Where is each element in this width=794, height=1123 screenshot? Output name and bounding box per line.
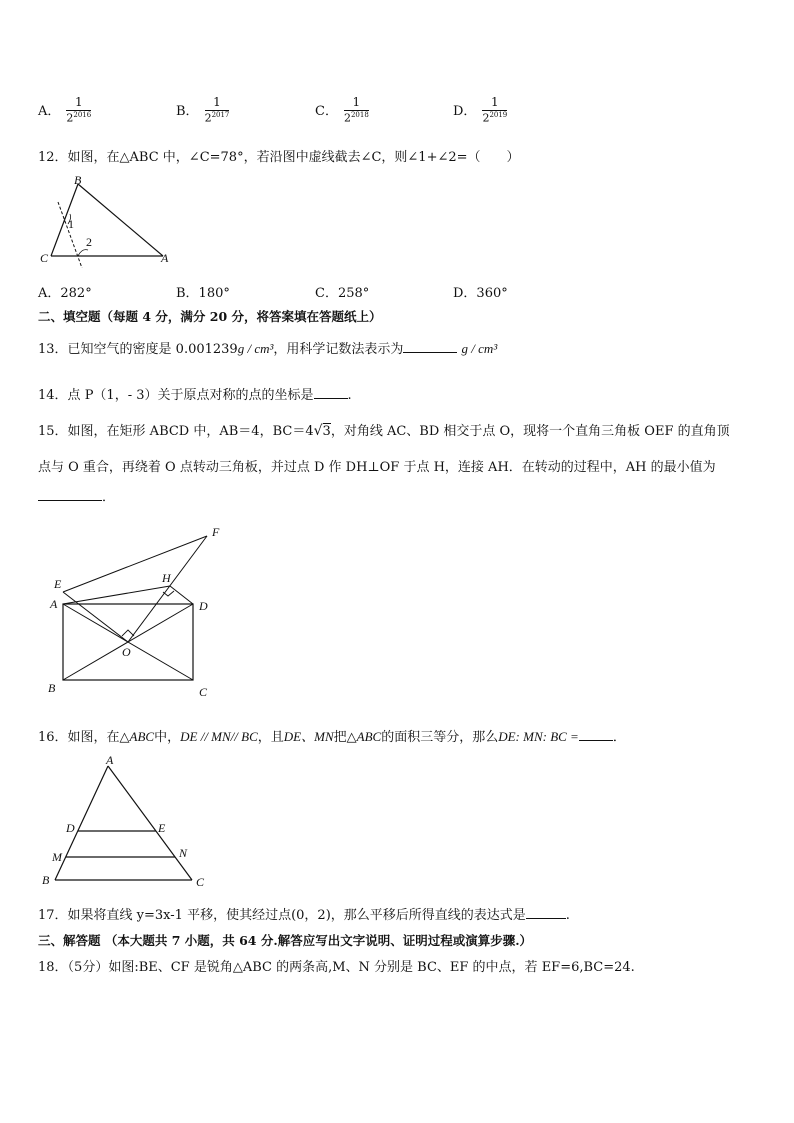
exponent: 2019: [489, 111, 508, 119]
right-angle-o: [122, 630, 134, 636]
q15-line-2: 点与 O 重合，再绕着 O 点转动三角板，并过点 D 作 DH⊥OF 于点 H，连接 AH．在转动的过程中，AH 的最小值为: [38, 460, 716, 475]
answer-blank: [38, 500, 102, 501]
label-a: A: [106, 754, 114, 767]
fraction: [482, 96, 507, 124]
section-2-heading: 二、填空题（每题 4 分，满分 20 分，将答案填在答题纸上）: [38, 309, 382, 324]
option-letter: A．: [38, 104, 61, 120]
q14-stem: 14．点 P（1，- 3）关于原点对称的点的坐标是 .: [38, 388, 352, 403]
fraction: [205, 96, 230, 124]
answer-blank: [526, 918, 566, 919]
denominator: $2^{2019}$: [482, 111, 508, 125]
label-1: 1: [68, 217, 74, 231]
density-unit: g / cm³: [237, 341, 274, 356]
q15-line-1: 15．如图，在矩形 ABCD 中，AB＝4，BC＝4√3，对角线 AC、BD 相交于点 O，现将一个直角三角板 OEF 的直角顶: [38, 423, 730, 439]
answer-blank: [403, 352, 457, 353]
fraction: [344, 96, 369, 124]
label-d: D: [199, 599, 208, 613]
cut-dashed-line: [58, 202, 82, 268]
label-h: H: [162, 571, 171, 585]
label-m: M: [52, 850, 62, 864]
numerator: 1: [74, 95, 83, 109]
label-d: D: [66, 821, 75, 835]
q12-option-b: B．180°: [176, 286, 230, 301]
option-letter: C．: [315, 104, 338, 120]
q12-option-c: C．258°: [315, 286, 370, 301]
q11-option-c: [315, 96, 369, 124]
segment-dh: [170, 586, 193, 604]
label-e: E: [158, 821, 166, 835]
segment-of: [128, 536, 207, 642]
q15-line-3: ．: [38, 486, 115, 505]
numerator: 1: [491, 95, 499, 109]
option-letter: D．: [453, 104, 477, 120]
q12-option-a: A．282°: [38, 286, 92, 301]
label-o: O: [122, 645, 131, 659]
sqrt-expression: 4√3: [305, 423, 331, 439]
q11-option-a: [38, 96, 91, 124]
label-c: C: [40, 251, 49, 265]
label-a: A: [161, 251, 169, 265]
side-ac: [108, 766, 192, 880]
numerator: 1: [352, 95, 361, 109]
q16-triangle-figure: [36, 754, 212, 890]
q12-option-d: D．360°: [453, 286, 508, 301]
q16-stem: 16．如图，在△ABC中，DE // MN// BC，且DE、MN把△ABC的面积三等分，那么DE: MN: BC = ．: [38, 729, 626, 745]
right-angle-h: [163, 591, 174, 596]
ratio-expression: DE: MN: BC =: [498, 729, 579, 744]
segment-oe: [63, 592, 128, 642]
exponent: 2018: [350, 111, 369, 119]
q12-stem: 12．如图，在△ABC 中，∠C=78°，若沿图中虚线截去∠C，则∠1+∠2=（ ）: [38, 150, 520, 165]
label-c: C: [199, 685, 208, 699]
answer-unit: g / cm³: [461, 341, 498, 356]
option-letter: B．: [176, 104, 199, 120]
q11-option-d: [453, 96, 507, 124]
fraction: [66, 96, 91, 124]
label-a: A: [50, 597, 58, 611]
denominator: $2^{2016}$: [66, 111, 92, 125]
q13-stem: 13．已知空气的密度是 0.001239g / cm³，用科学记数法表示为 g / cm³: [38, 341, 498, 357]
numerator: 1: [213, 95, 221, 109]
label-b: B: [42, 873, 50, 887]
point-p: P（1，- 3）: [84, 388, 158, 403]
q11-option-b: [176, 96, 229, 124]
label-b: B: [48, 681, 56, 695]
q15-rectangle-figure: [44, 522, 234, 700]
segment-ah: [63, 586, 170, 604]
parallel-statement: DE // MN// BC: [180, 729, 258, 744]
denominator: $2^{2017}$: [204, 111, 230, 125]
label-c: C: [196, 875, 205, 889]
label-n: N: [179, 846, 188, 860]
q17-stem: 17．如果将直线 y=3x-1 平移，使其经过点(0，2)，那么平移后所得直线的表达式是 .: [38, 908, 570, 923]
answer-blank: [314, 398, 348, 399]
label-e: E: [54, 577, 62, 591]
exponent: 2017: [211, 111, 230, 119]
angle-2-arc: [78, 250, 88, 256]
q18-stem: 18．（5分）如图:BE、CF 是锐角△ABC 的两条高,M、N 分别是 BC、EF 的中点，若 EF=6,BC=24.: [38, 960, 635, 975]
label-2: 2: [86, 235, 92, 249]
denominator: $2^{2018}$: [343, 111, 369, 125]
answer-blank: [579, 740, 613, 741]
exponent: 2016: [73, 111, 92, 119]
label-b: B: [74, 173, 82, 187]
section-3-heading: 三、解答题 （本大题共 7 小题，共 64 分.解答应写出文字说明、证明过程或演算步骤.）: [38, 933, 533, 948]
q12-triangle-figure: [36, 172, 176, 268]
segment-ef: [63, 536, 207, 592]
label-f: F: [212, 525, 220, 539]
side-ab: [55, 766, 108, 880]
